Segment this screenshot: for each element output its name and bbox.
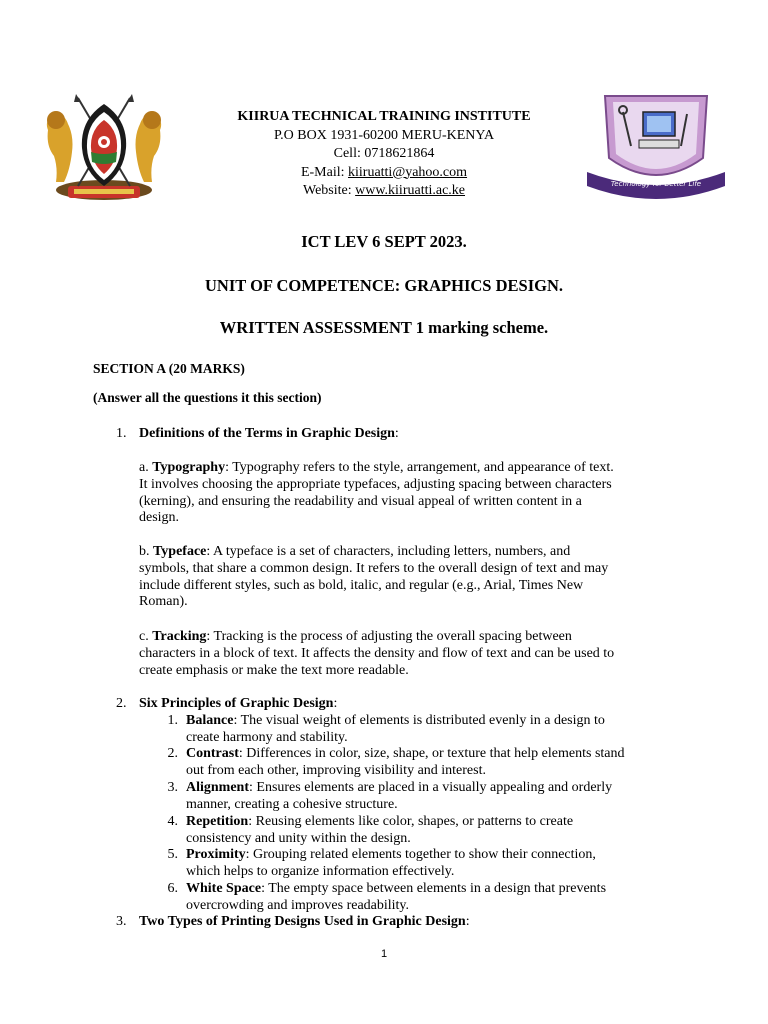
q2-colon: : — [333, 696, 338, 711]
principle-number: 5. — [167, 847, 178, 862]
email-line — [180, 164, 588, 183]
q1-a-term: Typography — [152, 460, 226, 475]
exam-title: ICT LEV 6 SEPT 2023. — [301, 232, 467, 251]
section-instruction: (Answer all the questions it this section) — [93, 390, 322, 405]
institute-header — [180, 108, 588, 201]
principle-text: : Ensures elements are placed in a visually appealing and orderly — [249, 780, 613, 795]
q3-colon: : — [465, 914, 470, 929]
principle-item — [186, 814, 686, 848]
principle-number: 1. — [167, 713, 178, 728]
postal-address: P.O BOX 1931-60200 MERU-KENYA — [273, 127, 495, 143]
website-label: Website: — [302, 183, 356, 198]
principle-text-cont: manner, creating a cohesive structure. — [186, 796, 398, 812]
logo-motto: Technology for Better Life — [610, 180, 702, 188]
q1-definition-a — [139, 460, 699, 527]
q1-definition-b — [139, 544, 699, 611]
q3-heading: Two Types of Printing Designs Used in Graphic Design — [139, 914, 466, 929]
q1-number: 1. — [116, 426, 127, 441]
principle-item — [186, 780, 686, 814]
institute-name: KIIRUA TECHNICAL TRAINING INSTITUTE — [237, 109, 531, 124]
q1-b-line3: include different styles, such as bold, italic, and regular (e.g., Arial, Times New — [139, 577, 584, 593]
principle-text-cont: create harmony and stability. — [186, 729, 348, 745]
q1-a-line3: (kerning), and ensuring the readability and visual appeal of written content in a — [139, 493, 582, 509]
principle-number: 6. — [167, 881, 178, 896]
principle-term: White Space — [186, 881, 262, 896]
principle-number: 2. — [167, 746, 178, 761]
principle-text: : Differences in color, size, shape, or texture that help elements stand — [238, 746, 625, 761]
email-link[interactable]: kiiruatti@yahoo.com — [348, 164, 468, 180]
q3-number: 3. — [116, 914, 127, 929]
principle-item — [186, 746, 686, 780]
principle-text: : The visual weight of elements is distributed evenly in a design to — [233, 713, 605, 728]
principle-term: Repetition — [186, 814, 249, 829]
principle-item — [186, 881, 686, 915]
principle-text-cont: which helps to organize information effectively. — [186, 863, 455, 879]
principle-text: : The empty space between elements in a design that prevents — [261, 881, 607, 896]
q1-b-term: Typeface — [153, 544, 207, 559]
principle-item — [186, 713, 686, 747]
website-line — [180, 182, 588, 201]
q1-definition-c — [139, 629, 699, 679]
principle-text: : Grouping related elements together to show their connection, — [245, 847, 596, 862]
kenya-coat-of-arms-icon — [38, 90, 170, 208]
principle-text-cont: overcrowding and improves readability. — [186, 897, 410, 913]
q1-b-prefix: b. — [139, 544, 153, 559]
q1-c-term: Tracking — [152, 629, 207, 644]
institute-logo-icon — [583, 88, 729, 200]
q2-heading: Six Principles of Graphic Design — [139, 696, 334, 711]
principle-text-cont: out from each other, improving visibility and interest. — [186, 762, 486, 778]
q1-a-line1: : Typography refers to the style, arrangement, and appearance of text. — [225, 460, 614, 475]
q1-heading-line — [139, 426, 399, 443]
q1-b-line2: symbols, that share a common design. It refers to the overall design of text and may — [139, 560, 609, 576]
q1-c-line2: characters in a block of text. It affects the density and flow of text and can be used to — [139, 645, 615, 661]
q1-colon: : — [394, 426, 399, 441]
unit-title: UNIT OF COMPETENCE: GRAPHICS DESIGN. — [205, 276, 563, 295]
q1-a-prefix: a. — [139, 460, 153, 475]
q1-c-line1: : Tracking is the process of adjusting the overall spacing between — [206, 629, 572, 644]
q1-b-line1: : A typeface is a set of characters, including letters, numbers, and — [206, 544, 571, 559]
q2-number: 2. — [116, 696, 127, 711]
principle-term: Contrast — [186, 746, 239, 761]
q3-heading-line — [139, 914, 470, 931]
q2-heading-line — [139, 696, 337, 713]
principle-term: Alignment — [186, 780, 249, 795]
principle-text: : Reusing elements like color, shapes, or patterns to create — [248, 814, 574, 829]
cell-number: Cell: 0718621864 — [333, 146, 435, 161]
q1-c-line3: create emphasis or make the text more readable. — [139, 662, 409, 678]
principle-item — [186, 847, 686, 881]
q1-b-line4: Roman). — [139, 594, 188, 610]
section-heading: SECTION A (20 MARKS) — [93, 361, 245, 376]
assessment-title: WRITTEN ASSESSMENT 1 marking scheme. — [219, 318, 549, 337]
principle-term: Proximity — [186, 847, 246, 862]
page-number: 1 — [380, 948, 388, 960]
q1-c-prefix: c. — [139, 629, 153, 644]
principle-number: 4. — [167, 814, 178, 829]
email-label: E-Mail: — [300, 164, 348, 180]
principle-text-cont: consistency and unity within the design. — [186, 830, 411, 846]
q1-a-line2: It involves choosing the appropriate typefaces, adjusting spacing between characters — [139, 476, 612, 492]
principle-term: Balance — [186, 713, 234, 728]
principle-number: 3. — [167, 780, 178, 795]
q1-heading: Definitions of the Terms in Graphic Design — [139, 426, 395, 441]
website-link[interactable]: www.kiiruatti.ac.ke — [355, 183, 466, 198]
q1-a-line4: design. — [139, 510, 180, 526]
